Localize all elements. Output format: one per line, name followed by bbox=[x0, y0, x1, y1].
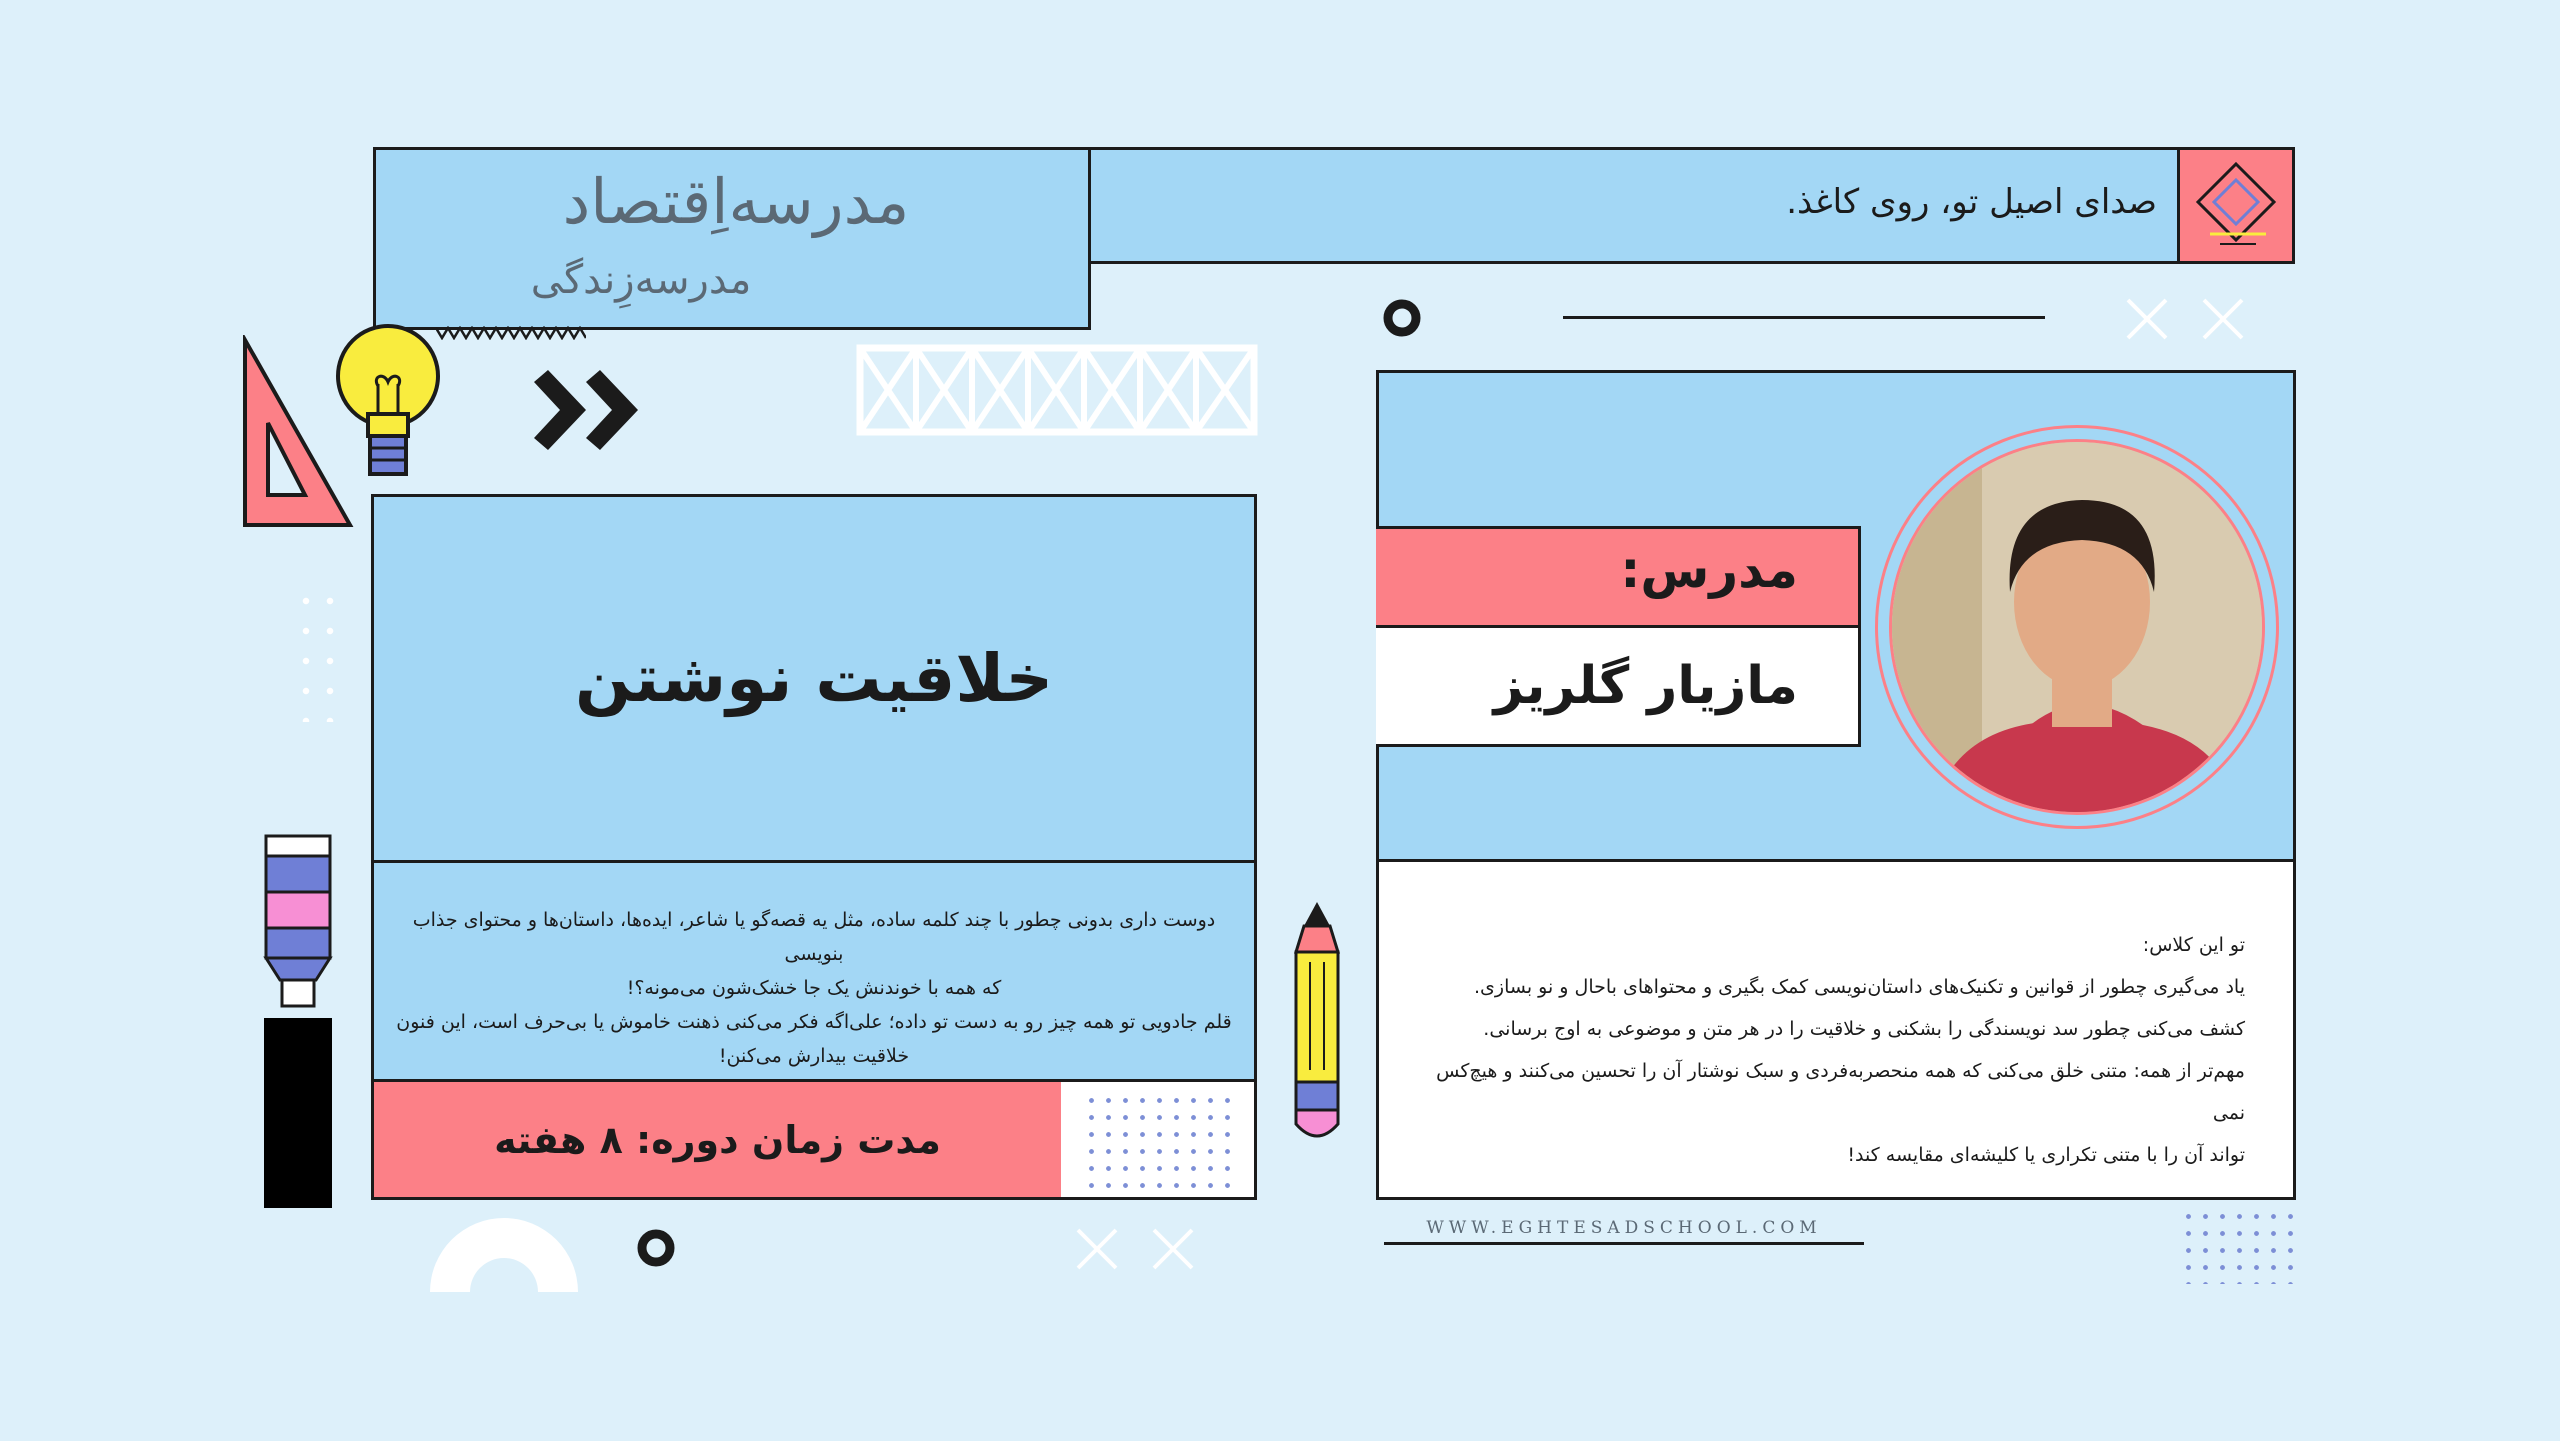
class-info-line: یاد می‌گیری چطور از قوانین و تکنیک‌های داستان‌نویسی کمک بگیری و محتواهای باحال و نو بسازی. bbox=[1474, 976, 2245, 998]
instructor-label: مدرس: bbox=[1620, 541, 1798, 599]
light-bulb-icon bbox=[332, 324, 444, 479]
crossed-grid-decoration bbox=[856, 344, 1258, 436]
website-url: WWW.EGHTESADSCHOOL.COM bbox=[1426, 1218, 1822, 1238]
x-marks-decoration bbox=[1074, 1226, 1200, 1272]
class-info-line: تواند آن را با متنی تکراری یا کلیشه‌ای مقایسه کند! bbox=[1847, 1144, 2245, 1166]
x-marks-decoration bbox=[2124, 296, 2250, 342]
brand-name-main: مدرسه‌اِقتصاد bbox=[562, 165, 910, 238]
avatar-icon bbox=[1892, 442, 2262, 812]
course-title-card bbox=[371, 494, 1257, 863]
duration-bar bbox=[371, 1079, 1064, 1200]
course-description-line: خلاقیت بیدارش می‌کنن! bbox=[718, 1045, 910, 1067]
instructor-name-bar bbox=[1376, 625, 1861, 747]
website-underline bbox=[1384, 1242, 1864, 1245]
class-info-card bbox=[1376, 859, 2296, 1200]
logo-box bbox=[2177, 147, 2295, 264]
duration-dots-box bbox=[1061, 1079, 1257, 1200]
class-info-line: مهم‌تر از همه: متنی خلق می‌کنی که همه منحصربه‌فردی و سبک نوشتار آن را تحسین می‌کنند و هیچ‌کس نمی bbox=[1436, 1060, 2245, 1124]
double-chevron-right-icon bbox=[534, 370, 654, 450]
dots-decoration bbox=[294, 586, 344, 722]
tagline-text: صدای اصیل تو، روی کاغذ. bbox=[1786, 182, 2157, 222]
glue-stick-icon bbox=[262, 832, 334, 1212]
instructor-label-bar bbox=[1376, 526, 1861, 628]
class-info-text bbox=[1425, 924, 2245, 1176]
class-info-heading: تو این کلاس: bbox=[2142, 934, 2245, 956]
course-duration: مدت زمان دوره: ۸ هفته bbox=[494, 1117, 941, 1162]
course-description bbox=[394, 903, 1234, 1073]
dots-decoration bbox=[2180, 1208, 2294, 1284]
instructor-card bbox=[1376, 370, 2296, 862]
course-title: خلاقیت نوشتن bbox=[574, 640, 1054, 717]
divider-line bbox=[1563, 316, 2045, 319]
pencil-icon bbox=[1290, 900, 1344, 1146]
instructor-name: مازیار گلریز bbox=[1493, 656, 1798, 716]
arch-decoration bbox=[430, 1216, 578, 1292]
course-description-line: قلم جادویی تو همه چیز رو به دست تو داده؛ علی‌اگه فکر می‌کنی ذهنت خاموش یا بی‌حرف است، این فنون bbox=[396, 1011, 1232, 1033]
dots-decoration bbox=[1083, 1092, 1233, 1194]
course-description-line: که همه با خوندنش یک جا خشک‌شون می‌مونه؟! bbox=[626, 977, 1002, 999]
course-description-card bbox=[371, 860, 1257, 1082]
instructor-photo bbox=[1889, 439, 2265, 815]
ring-decoration bbox=[634, 1226, 678, 1270]
tagline-bar bbox=[1088, 147, 2180, 264]
brand-header-box bbox=[373, 147, 1091, 330]
ring-decoration bbox=[1380, 296, 1424, 340]
course-description-line: دوست داری بدونی چطور با چند کلمه ساده، مثل یه قصه‌گو یا شاعر، ایده‌ها، داستان‌ها و محتوای جذاب بنویسی bbox=[412, 909, 1216, 965]
brand-name-sub: مدرسه‌زِندگی bbox=[530, 257, 752, 303]
class-info-line: کشف می‌کنی چطور سد نویسندگی را بشکنی و خلاقیت را در هر متن و موضوعی به اوج برسانی. bbox=[1483, 1018, 2245, 1040]
eghtesad-logo-icon bbox=[2180, 150, 2292, 261]
zigzag-decoration bbox=[436, 326, 586, 340]
